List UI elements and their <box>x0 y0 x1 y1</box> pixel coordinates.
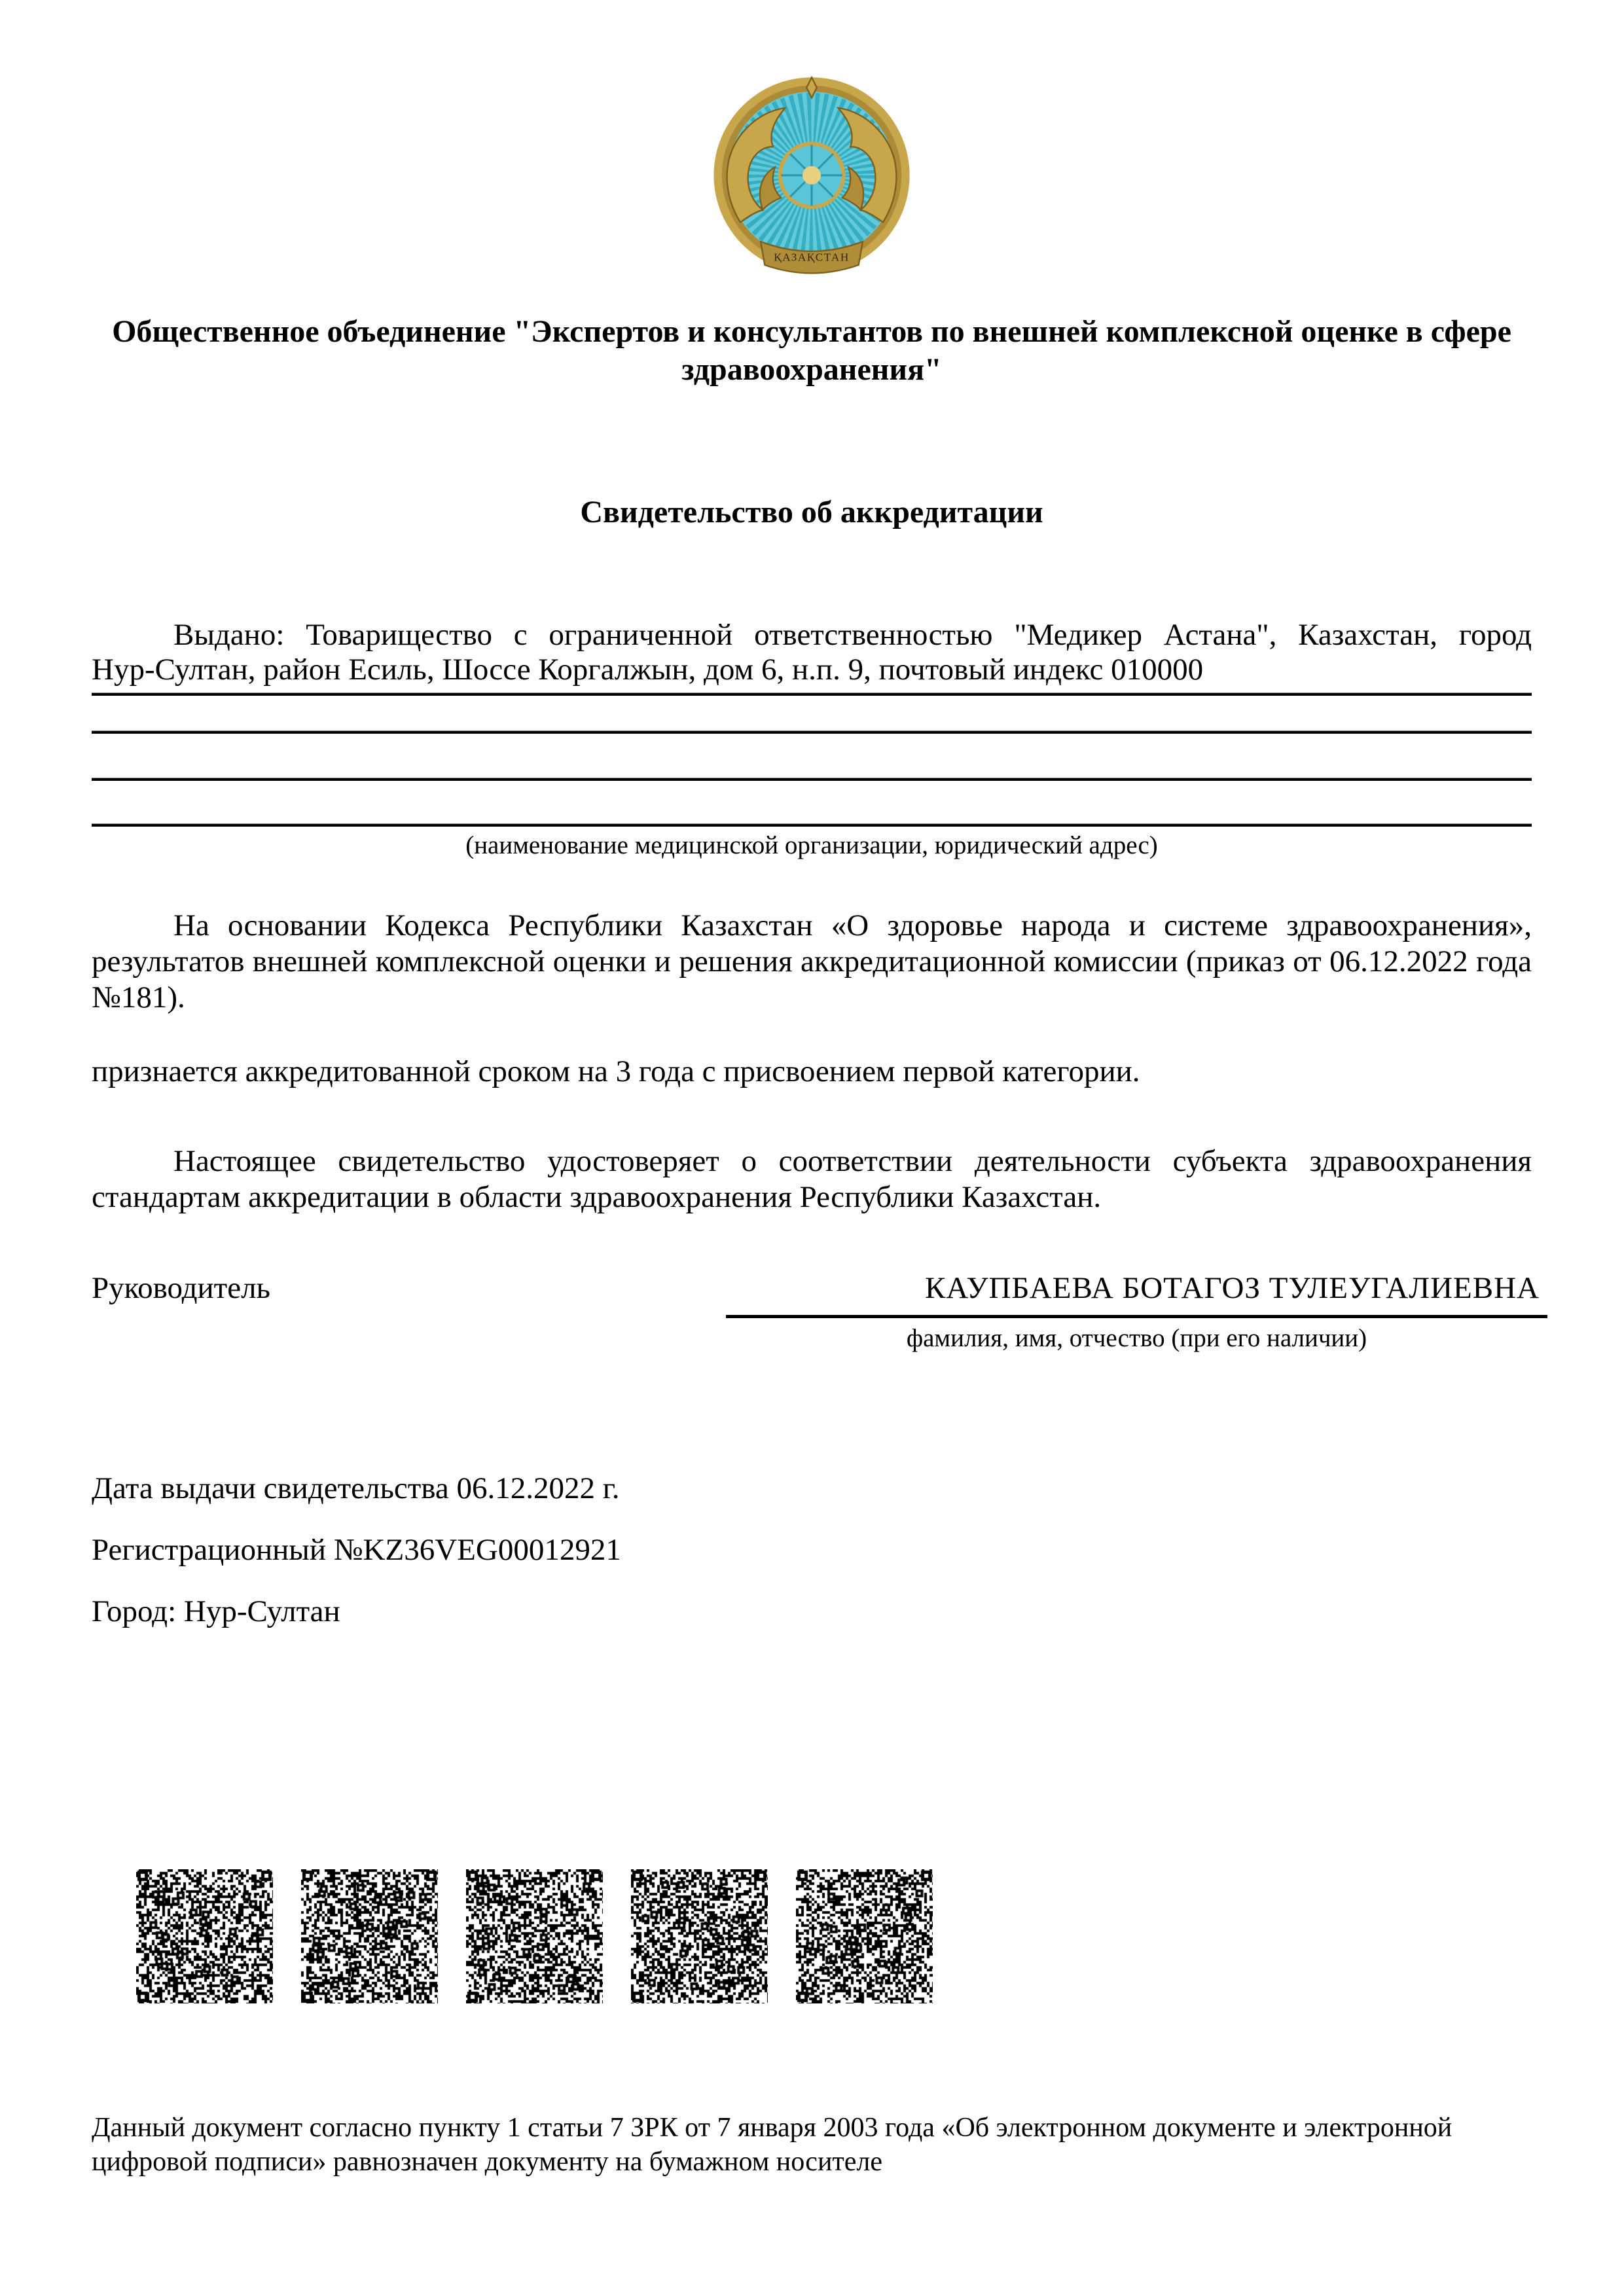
basis-paragraph: На основании Кодекса Республики Казахстан «О здоровье народа и системе здравоохранения», результатов внешней комплексной оценки и решения аккредитационной комиссии (приказ от 06.12.2022 года №181). <box>92 908 1532 1014</box>
signature-qr-row <box>136 1869 1532 2003</box>
certify-paragraph: Настоящее свидетельство удостоверяет о соответствии деятельности субъекта здравоохранения стандартам аккредитации в области здравоохранения Республики Казахстан. <box>92 1144 1532 1214</box>
issued-line-2: Нур-Султан, район Есиль, Шоссе Коргалжын, дом 6, н.п. 9, почтовый индекс 010000 <box>92 653 1204 687</box>
registration-number-line: Регистрационный №KZ36VEG00012921 <box>92 1533 621 1567</box>
signature-field-caption: фамилия, имя, отчество (при его наличии) <box>906 1324 1367 1352</box>
qr-code <box>631 1869 768 2003</box>
issued-field-caption: (наименование медицинской организации, юридический адрес) <box>465 831 1158 859</box>
emblem-container <box>710 73 914 283</box>
qr-code <box>466 1869 603 2003</box>
signature-name: КАУПБАЕВА БОТАГОЗ ТУЛЕУГАЛИЕВНА <box>726 1271 1547 1318</box>
issued-label: Выдано: <box>173 618 285 652</box>
legal-footer-note: Данный документ согласно пункту 1 статьи 7 ЗРК от 7 января 2003 года «Об электронном документе и электронной цифровой подписи» равнозначен документу на бумажном носителе <box>92 2113 1453 2177</box>
signature-section <box>92 1271 1540 1354</box>
city-line: Город: Нур-Султан <box>92 1594 340 1628</box>
blank-form-line <box>92 731 1532 734</box>
qr-code <box>136 1869 273 2003</box>
issued-organization-underlined: Товарищество с ограниченной ответственностью "Медикер Астана", Казахстан, город <box>306 618 1532 653</box>
qr-code <box>796 1869 933 2003</box>
document-title: Свидетельство об аккредитации <box>580 495 1043 529</box>
kazakhstan-coat-of-arms-icon <box>710 73 914 283</box>
blank-form-line <box>92 824 1532 827</box>
organization-title: Общественное объединение "Экспертов и консультантов по внешней комплексной оценке в сфере здравоохранения" <box>112 314 1511 387</box>
signature-block <box>726 1271 1547 1354</box>
recognition-paragraph: признается аккредитованной сроком на 3 года с присвоением первой категории. <box>92 1054 1140 1088</box>
emblem-banner-text: ҚАЗАҚСТАН <box>774 251 850 264</box>
issued-to-section <box>92 618 1532 861</box>
blank-form-line <box>92 693 1532 696</box>
qr-code <box>301 1869 438 2003</box>
blank-form-line <box>92 778 1532 781</box>
issue-date-line: Дата выдачи свидетельства 06.12.2022 г. <box>92 1471 620 1505</box>
signature-role-label: Руководитель <box>92 1271 270 1305</box>
issued-line-1 <box>92 618 1532 653</box>
